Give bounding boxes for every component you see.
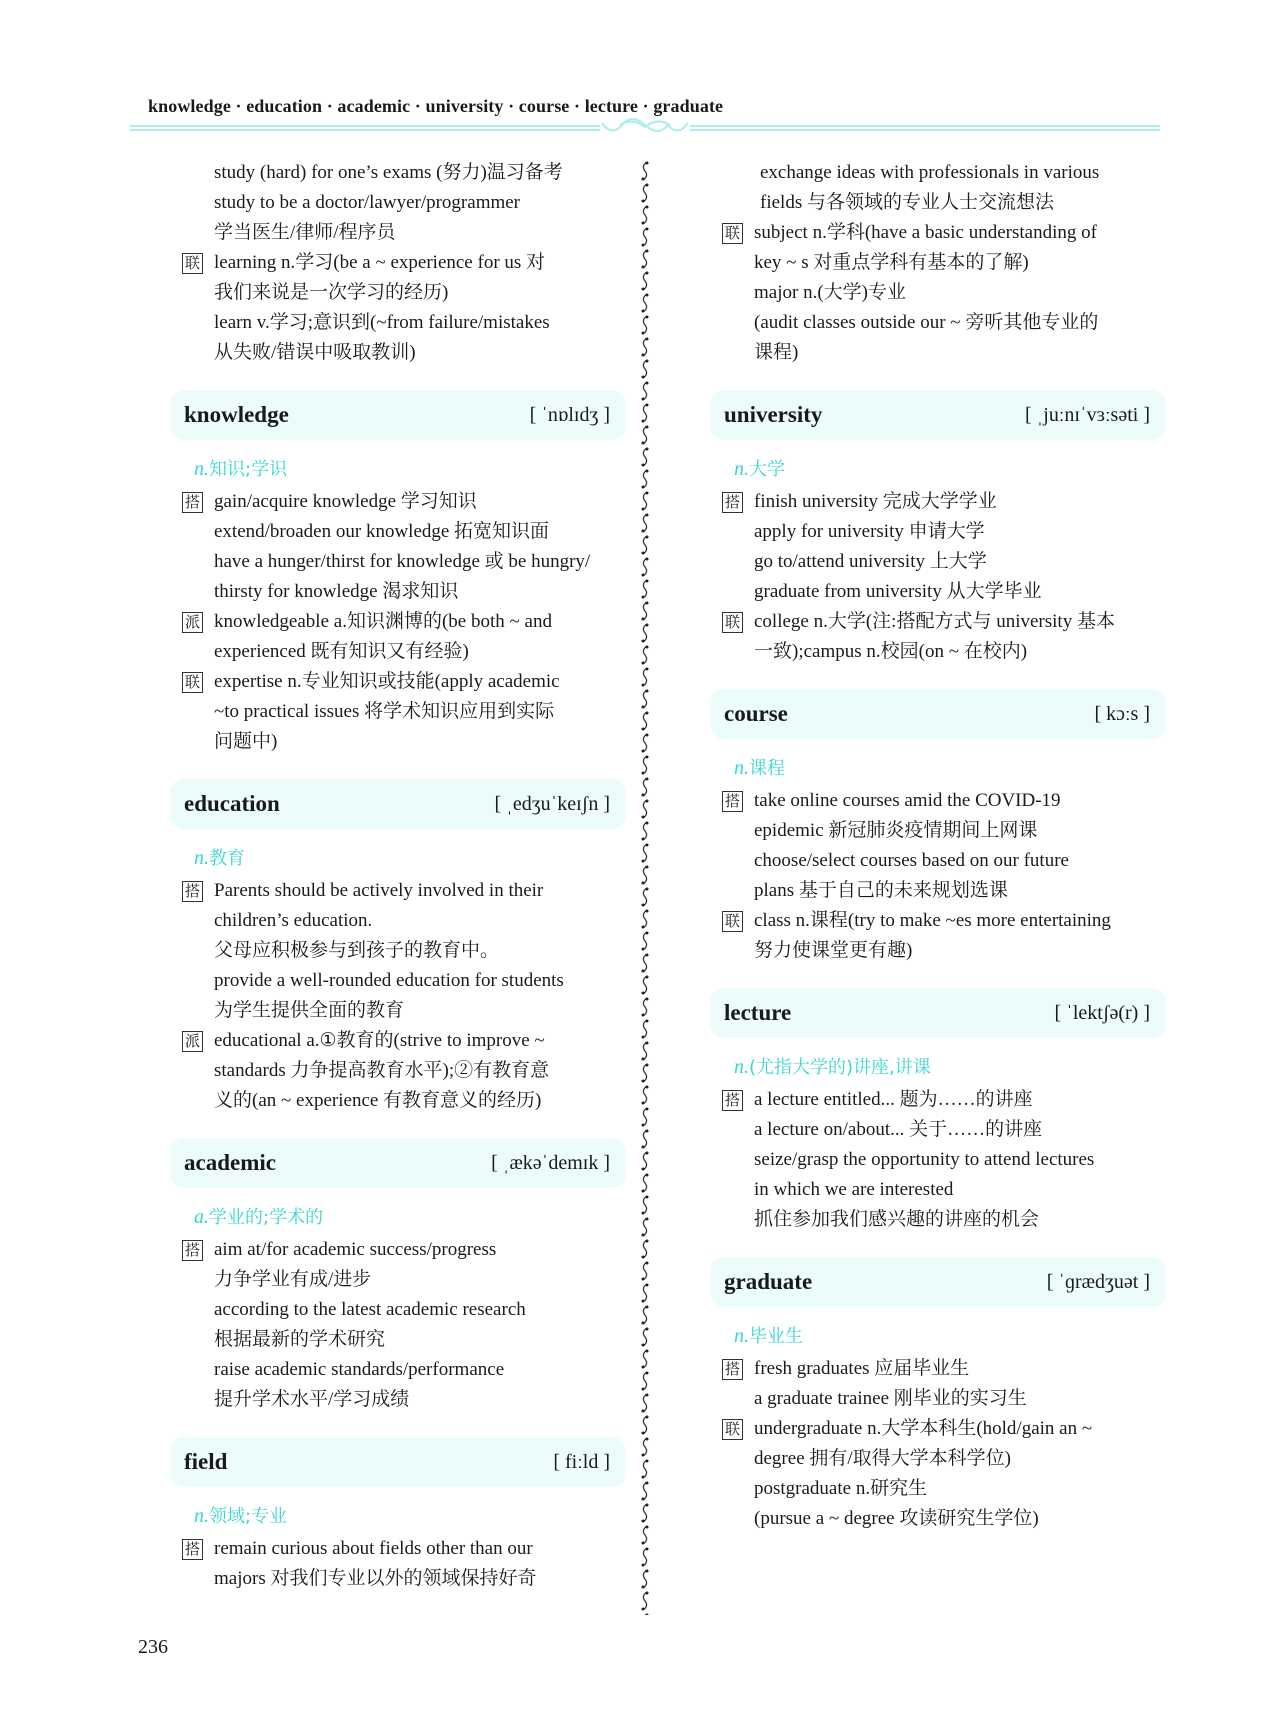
text-line: study (hard) for one’s exams (努力)温习备考 [214,162,563,183]
related-tag-icon: 联 [722,612,743,633]
collocation-tag-icon: 搭 [182,492,203,513]
text-line: seize/grasp the opportunity to attend lectures [754,1149,1095,1170]
collocation-tag-icon: 搭 [722,1359,743,1380]
text-line: have a hunger/thirst for knowledge 或 be hungry/ [214,551,591,572]
text-line: exchange ideas with professionals in various [760,162,1100,183]
collocation-group [182,876,612,1026]
text-line: gain/acquire knowledge 学习知识 [214,491,477,512]
text-line: choose/select courses based on our future [754,850,1069,871]
related-tag-icon: 联 [182,253,203,274]
text-line: thirsty for knowledge 渴求知识 [214,581,459,602]
text-line: plans 基于自己的未来规划选课 [754,880,1008,901]
text-line: go to/attend university 上大学 [754,551,987,572]
text-line: a graduate trainee 刚毕业的实习生 [754,1388,1027,1409]
text-line: (pursue a ~ degree 攻读研究生学位) [754,1508,1039,1529]
headword-box-field [170,1437,626,1487]
phonetic: [ ˈɡrædʒuət ] [1046,1271,1150,1293]
text-line: 抓住参加我们感兴趣的讲座的机会 [754,1209,1040,1230]
text-line: 根据最新的学术研究 [214,1329,386,1350]
part-of-speech: n. [194,1505,209,1527]
sense-line [182,1501,612,1532]
text-line: 义的(an ~ experience 有教育意义的经历) [214,1090,542,1111]
headword: academic [184,1150,276,1175]
sense-line [722,1052,1152,1083]
text-line: epidemic 新冠肺炎疫情期间上网课 [754,820,1038,841]
sense-text: 教育 [209,848,245,869]
text-line: 提升学术水平/学习成绩 [214,1389,410,1410]
part-of-speech: n. [734,458,749,480]
headword-box-lecture [710,988,1166,1038]
text-line: a lecture on/about... 关于……的讲座 [754,1119,1043,1140]
text-line: 努力使课堂更有趣) [754,940,913,961]
sense-text: 知识;学识 [209,459,288,480]
related-group [182,667,612,757]
text-line: 父母应积极参与到孩子的教育中。 [214,940,500,961]
part-of-speech: n. [734,757,749,779]
text-line: knowledgeable a.知识渊博的(be both ~ and [214,611,552,632]
text-line: learn v.学习;意识到(~from failure/mistakes [214,312,550,333]
text-line: aim at/for academic success/progress [214,1239,497,1260]
text-line: fields 与各领域的专业人士交流想法 [760,192,1054,213]
related-tag-icon: 联 [722,911,743,932]
text-line: 学当医生/律师/程序员 [214,222,396,243]
sense-text: 大学 [749,459,785,480]
text-line: provide a well-rounded education for students [214,970,564,991]
related-tag-icon: 联 [722,1419,743,1440]
text-line: undergraduate n.大学本科生(hold/gain an ~ [754,1418,1093,1439]
collocation-tag-icon: 搭 [182,881,203,902]
part-of-speech: n. [194,458,209,480]
collocation-tag-icon: 搭 [722,791,743,812]
headword: course [724,701,788,726]
text-line: extend/broaden our knowledge 拓宽知识面 [214,521,550,542]
derived-tag-icon: 派 [182,1031,203,1052]
headword-box-education [170,779,626,829]
sense-text: 领域;专业 [209,1506,288,1527]
headword-box-knowledge [170,390,626,440]
phonetic: [ ˌedʒuˈkeɪʃn ] [494,793,610,815]
sense-line [182,843,612,874]
headword: education [184,791,280,816]
headword: graduate [724,1269,813,1294]
sense-line [722,753,1152,784]
part-of-speech: a. [194,1206,209,1228]
running-head: knowledge · education · academic · university · course · lecture · graduate [148,96,724,116]
text-line: a lecture entitled... 题为……的讲座 [754,1089,1033,1110]
right-column [722,158,1152,1534]
headword-box-university [710,390,1166,440]
text-line: educational a.①教育的(strive to improve ~ [214,1030,545,1051]
related-group [722,906,1152,966]
part-of-speech: n. [734,1056,749,1078]
related-group [722,607,1152,667]
collocation-tag-icon: 搭 [182,1539,203,1560]
text-line: 一致);campus n.校园(on ~ 在校内) [754,641,1028,662]
text-line: expertise n.专业知识或技能(apply academic [214,671,560,692]
text-line: learning n.学习(be a ~ experience for us 对 [214,252,546,273]
collocation-tag-icon: 搭 [182,1240,203,1261]
related-group [722,1414,1152,1534]
text-line: Parents should be actively involved in their [214,880,544,901]
text-line: 从失败/错误中吸取教训) [214,342,416,363]
headword-box-academic [170,1138,626,1188]
related-tag-icon: 联 [722,223,743,244]
text-line: major n.(大学)专业 [754,282,906,303]
text-line: key ~ s 对重点学科有基本的了解) [754,252,1029,273]
phonetic: [ ˌjuːnɪˈvɜːsəti ] [1024,404,1150,426]
phonetic: [ ˌækəˈdemɪk ] [491,1152,610,1174]
headword: field [184,1449,228,1474]
text-line: 课程) [754,342,799,363]
derived-tag-icon: 派 [182,612,203,633]
continuation-block [182,158,612,248]
collocation-group [722,487,1152,607]
sense-line [182,454,612,485]
related-tag-icon: 联 [182,672,203,693]
text-line: take online courses amid the COVID-19 [754,790,1061,811]
collocation-group [722,1354,1152,1414]
collocation-group [182,487,612,607]
text-line: fresh graduates 应届毕业生 [754,1358,970,1379]
collocation-group [722,1085,1152,1235]
collocation-group [182,1235,612,1415]
text-line: 力争学业有成/进步 [214,1269,372,1290]
text-line: apply for university 申请大学 [754,521,985,542]
text-line: degree 拥有/取得大学本科学位) [754,1448,1011,1469]
text-line: finish university 完成大学学业 [754,491,997,512]
collocation-tag-icon: 搭 [722,1090,743,1111]
sense-text: 学业的;学术的 [209,1207,324,1228]
text-line: majors 对我们专业以外的领域保持好奇 [214,1568,537,1589]
headword: university [724,402,823,427]
sense-text: 毕业生 [749,1326,803,1347]
sense-text: 课程 [749,758,785,779]
sense-text: (尤指大学的)讲座,讲课 [749,1057,931,1078]
derived-group [182,607,612,667]
header-ornament-rule [130,123,1160,133]
phonetic: [ kɔːs ] [1094,703,1150,725]
sense-line [722,1321,1152,1352]
text-line: according to the latest academic research [214,1299,526,1320]
text-line: subject n.学科(have a basic understanding of [754,222,1097,243]
text-line: ~to practical issues 将学术知识应用到实际 [214,701,555,722]
text-line: standards 力争提高教育水平);②有教育意 [214,1060,550,1081]
sense-line [182,1202,612,1233]
text-line: study to be a doctor/lawyer/programmer [214,192,521,213]
text-line: postgraduate n.研究生 [754,1478,928,1499]
sense-line [722,454,1152,485]
text-line: in which we are interested [754,1179,954,1200]
part-of-speech: n. [194,847,209,869]
text-line: raise academic standards/performance [214,1359,505,1380]
left-column [182,158,612,1594]
page-number: 236 [138,1636,168,1658]
phonetic: [ ˈlektʃə(r) ] [1054,1002,1150,1024]
continuation-block [722,158,1152,218]
related-group [182,248,612,368]
headword-box-graduate [710,1257,1166,1307]
text-line: class n.课程(try to make ~es more entertaining [754,910,1111,931]
text-line: remain curious about fields other than our [214,1538,533,1559]
headword-box-course [710,689,1166,739]
collocation-group [722,786,1152,906]
phonetic: [ fiːld ] [553,1451,610,1473]
text-line: experienced 既有知识又有经验) [214,641,469,662]
text-line: graduate from university 从大学毕业 [754,581,1042,602]
part-of-speech: n. [734,1325,749,1347]
text-line: 我们来说是一次学习的经历) [214,282,449,303]
text-line: 为学生提供全面的教育 [214,1000,405,1021]
text-line: college n.大学(注:搭配方式与 university 基本 [754,611,1115,632]
phonetic: [ ˈnɒlɪdʒ ] [529,404,610,426]
column-divider-ornament [638,160,652,1615]
collocation-group [182,1534,612,1594]
headword: knowledge [184,402,289,427]
related-group [722,218,1152,368]
text-line: children’s education. [214,910,373,931]
derived-group [182,1026,612,1116]
collocation-tag-icon: 搭 [722,492,743,513]
headword: lecture [724,1000,792,1025]
text-line: (audit classes outside our ~ 旁听其他专业的 [754,312,1099,333]
text-line: 问题中) [214,731,278,752]
